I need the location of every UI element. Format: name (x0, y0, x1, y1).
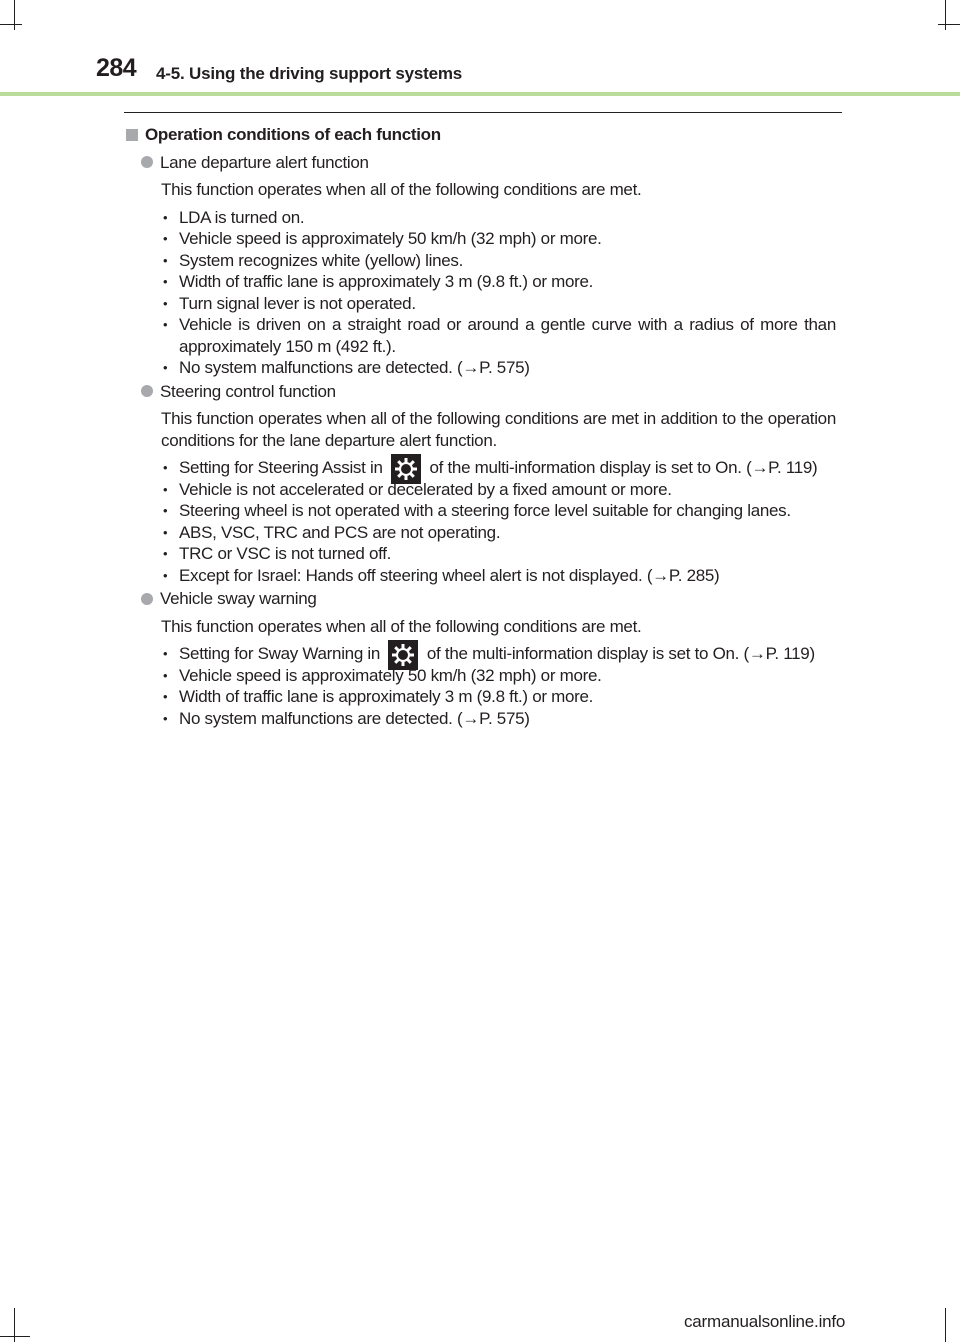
header-rule (0, 92, 960, 96)
subsection-intro: This function operates when all of the following conditions are met. (161, 616, 642, 636)
watermark-link[interactable]: carmanualsonline.info (684, 1312, 846, 1331)
list-item: • Vehicle speed is approximately 50 km/h (32 mph) or more. (161, 665, 836, 687)
section-heading (124, 124, 836, 146)
content-top-rule (124, 112, 842, 113)
crop-mark (945, 1308, 946, 1342)
list-item: • System recognizes white (yellow) lines. (161, 250, 836, 272)
list-item: • No system malfunctions are detected. (→P. 575) (161, 708, 836, 730)
crop-mark (0, 1336, 30, 1337)
subsection-title (141, 152, 836, 174)
list-item: • No system malfunctions are detected. (→P. 575) (161, 357, 836, 379)
list-item-text-before: Setting for Sway Warning in (179, 644, 381, 663)
list-item: • Vehicle is not accelerated or decelerated by a fixed amount or more. (161, 479, 836, 501)
subsection-intro: This function operates when all of the following conditions are met in addition to the operation conditions for the lane departure alert function. (161, 409, 836, 450)
subsection-title-text: Steering control function (160, 381, 336, 401)
list-item (161, 643, 836, 665)
main-content (124, 124, 836, 731)
circle-bullet-icon (141, 156, 153, 168)
section-heading-text: Operation conditions of each function (145, 125, 441, 144)
list-item: • Vehicle speed is approximately 50 km/h (32 mph) or more. (161, 228, 836, 250)
circle-bullet-icon (141, 593, 153, 605)
page-header (0, 0, 960, 100)
condition-list (161, 457, 836, 586)
section-title: 4-5. Using the driving support systems (156, 64, 463, 83)
subsection-title-text: Vehicle sway warning (160, 589, 317, 608)
subsection-title (141, 381, 836, 403)
subsection-title-text: Lane departure alert function (160, 152, 369, 172)
list-item-text-after: of the multi-information display is set to On. (→P. 119) (429, 458, 818, 477)
list-item: • Vehicle is driven on a straight road or around a gentle curve with a radius of more than approximately 150 m (492 ft.). (161, 314, 836, 357)
list-item: • Width of traffic lane is approximately 3 m (9.8 ft.) or more. (161, 686, 836, 708)
list-item: • Steering wheel is not operated with a steering force level suitable for changing lanes. (161, 500, 836, 522)
list-item: • LDA is turned on. (161, 207, 836, 229)
list-item: • Width of traffic lane is approximately 3 m (9.8 ft.) or more. (161, 271, 836, 293)
page-number: 284 (96, 54, 137, 82)
square-bullet-icon (126, 129, 138, 141)
list-item-text-before: Setting for Steering Assist in (179, 458, 383, 477)
subsection-title (141, 588, 836, 610)
circle-bullet-icon (141, 385, 153, 397)
list-item: • Except for Israel: Hands off steering wheel alert is not displayed. (→P. 285) (161, 565, 836, 587)
condition-list (161, 643, 836, 729)
condition-list (161, 207, 836, 379)
subsection-intro: This function operates when all of the following conditions are met. (161, 180, 642, 199)
list-item (161, 457, 836, 479)
crop-mark (14, 1308, 15, 1342)
list-item: • Turn signal lever is not operated. (161, 293, 836, 315)
list-item: • ABS, VSC, TRC and PCS are not operating. (161, 522, 836, 544)
list-item: • TRC or VSC is not turned off. (161, 543, 836, 565)
list-item-text-after: of the multi-information display is set to On. (→P. 119) (426, 644, 815, 663)
